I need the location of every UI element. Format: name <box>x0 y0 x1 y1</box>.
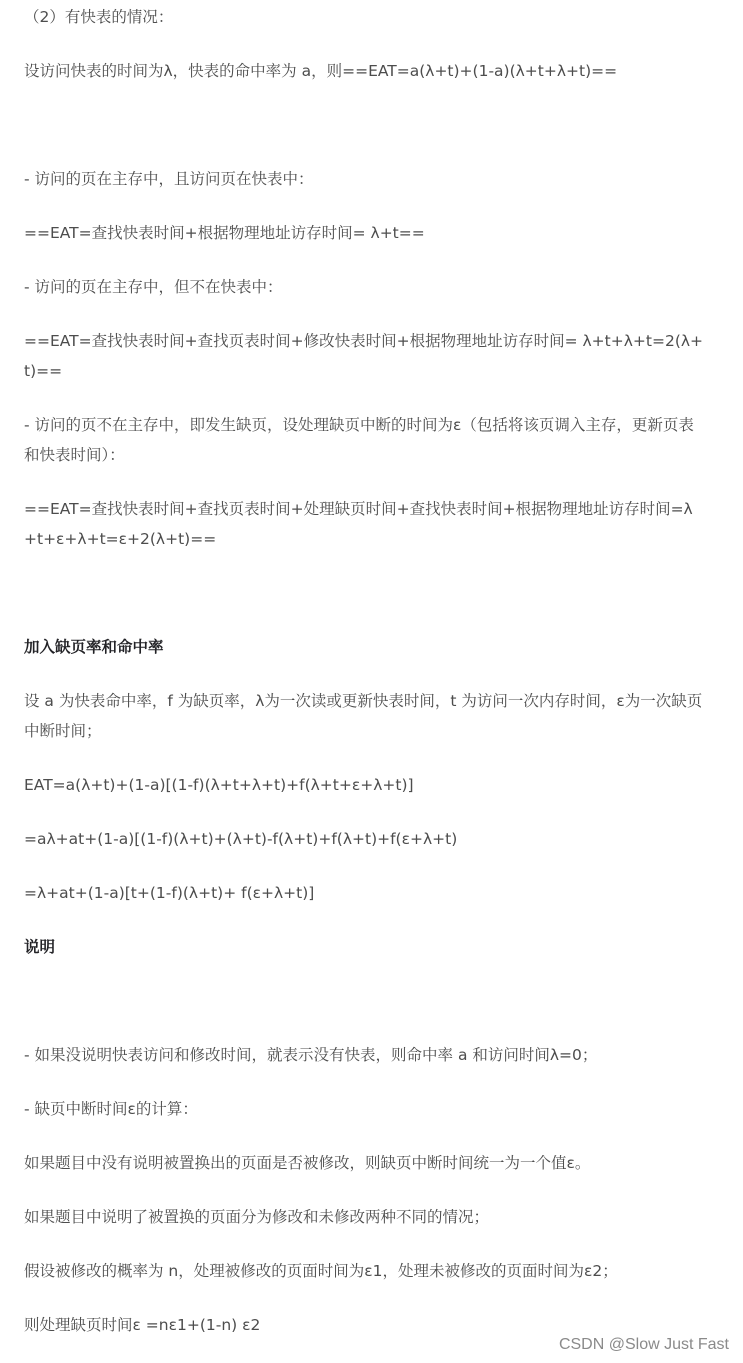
eat-formula-intro: 设访问快表的时间为λ，快表的命中率为 a，则==EAT=a(λ+t)+(1-a)(λ+t+λ+t)== <box>24 62 618 80</box>
eat-formula-tlb-miss: ==EAT=查找快表时间+查找页表时间+修改快表时间+根据物理地址访存时间= λ+t+λ+t=2(λ+t)== <box>24 332 704 380</box>
note-specified-modification: 如果题目中说明了被置换的页面分为修改和未修改两种不同的情况； <box>24 1208 490 1226</box>
eat-formula-page-fault: ==EAT=查找快表时间+查找页表时间+处理缺页时间+查找快表时间+根据物理地址访存时间=λ+t+ε+λ+t=ε+2(λ+t)== <box>24 500 693 548</box>
eat-formula-tlb-hit: ==EAT=查找快表时间+根据物理地址访存时间= λ+t== <box>24 224 425 242</box>
eat-expansion-step-1: =aλ+at+(1-a)[(1-f)(λ+t)+(λ+t)-f(λ+t)+f(λ+t)+f(ε+λ+t) <box>24 830 458 848</box>
heading-fault-and-hit-rate: 加入缺页率和命中率 <box>24 638 164 656</box>
fault-time-formula: 则处理缺页时间ε =nε1+(1-n) ε2 <box>24 1316 261 1334</box>
note-unspecified-modification: 如果题目中没有说明被置换出的页面是否被修改，则缺页中断时间统一为一个值ε。 <box>24 1154 591 1172</box>
note-modification-probability: 假设被修改的概率为 n，处理被修改的页面时间为ε1，处理未被修改的页面时间为ε2； <box>24 1262 618 1280</box>
case-in-memory-in-tlb: - 访问的页在主存中，且访问页在快表中： <box>24 170 314 188</box>
note-fault-time-calc: - 缺页中断时间ε的计算： <box>24 1100 198 1118</box>
section-heading-with-tlb: （2）有快表的情况： <box>24 8 174 26</box>
heading-notes: 说明 <box>24 938 56 956</box>
variable-definitions: 设 a 为快表命中率，f 为缺页率，λ为一次读或更新快表时间，t 为访问一次内存时间，ε为一次缺页中断时间； <box>24 692 703 740</box>
case-page-fault: - 访问的页不在主存中，即发生缺页，设处理缺页中断的时间为ε（包括将该页调入主存，更新页表和快表时间）： <box>24 416 694 464</box>
csdn-watermark: CSDN @Slow Just Fast <box>558 1336 729 1353</box>
case-in-memory-not-in-tlb: - 访问的页在主存中，但不在快表中： <box>24 278 283 296</box>
eat-general-formula: EAT=a(λ+t)+(1-a)[(1-f)(λ+t+λ+t)+f(λ+t+ε+λ+t)] <box>24 776 414 794</box>
note-no-tlb: - 如果没说明快表访问和修改时间，就表示没有快表，则命中率 a 和访问时间λ=0； <box>24 1046 598 1064</box>
eat-expansion-step-2: =λ+at+(1-a)[t+(1-f)(λ+t)+ f(ε+λ+t)] <box>24 884 315 902</box>
